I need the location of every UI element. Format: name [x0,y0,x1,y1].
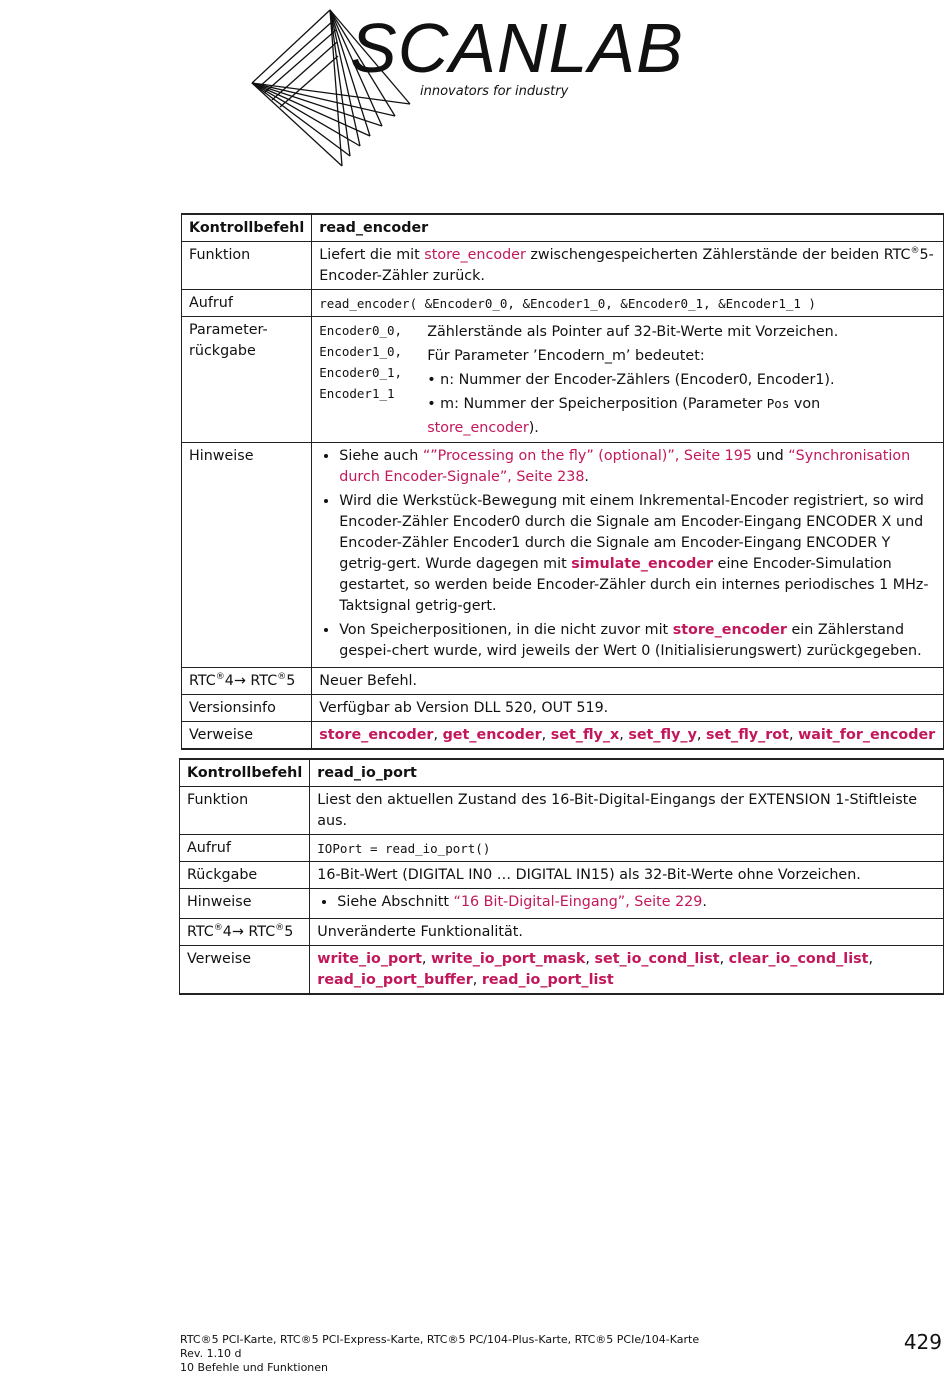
row-key: Rückgabe [180,862,310,889]
ref-link[interactable]: set_fly_rot [706,727,789,743]
ref-link[interactable]: set_fly_x [550,727,620,743]
command-name: read_encoder [312,214,944,242]
table-row [180,759,944,787]
ref-link[interactable]: clear_io_cond_list [728,951,869,967]
param-cell [312,317,944,443]
table-row [182,443,944,668]
function-text: Liest den aktuellen Zustand des 16-Bit-Digital-Eingangs der EXTENSION 1-Stiftleiste aus. [310,787,944,835]
table-row [180,919,944,946]
store-encoder-link[interactable]: store_encoder [427,420,529,436]
table-row [182,290,944,317]
param-names: Encoder0_0, Encoder1_0, Encoder0_1, Encoder1_1 [319,323,403,401]
row-key: Hinweise [180,889,310,919]
version-info: Verfügbar ab Version DLL 520, OUT 519. [312,695,944,722]
call-syntax: IOPort = read_io_port() [310,835,944,862]
store-encoder-link[interactable]: store_encoder [672,622,787,638]
table-row [180,889,944,919]
ref-link[interactable]: store_encoder [319,727,434,743]
processing-on-the-fly-link[interactable]: “”Processing on the fly” (optional)”, Seite 195 [422,448,752,464]
table-row [182,695,944,722]
function-text: Liefert die mit store_encoder zwischengespeicherten Zählerstände der beiden RTC®5-Encoder-Zähler zurück. [312,242,944,290]
command-name: read_io_port [310,759,944,787]
row-key: Funktion [182,242,312,290]
read-io-port-table [179,758,944,995]
hints-cell [312,443,944,668]
row-key: RTC®4→ RTC®5 [180,919,310,946]
row-key: Kontrollbefehl [180,759,310,787]
row-key: Hinweise [182,443,312,668]
store-encoder-link[interactable]: store_encoder [424,247,526,263]
page-number: 429 [903,1330,942,1354]
page-footer [180,1333,699,1375]
read-encoder-table [181,213,944,750]
table-row [180,835,944,862]
row-key: Aufruf [182,290,312,317]
logo-wordmark: SCANLAB [350,9,684,87]
row-key: Aufruf [180,835,310,862]
row-key: Verweise [180,946,310,995]
row-key: Verweise [182,722,312,750]
row-key: Funktion [180,787,310,835]
row-key: Kontrollbefehl [182,214,312,242]
table-row [180,787,944,835]
table-row [182,317,944,443]
ref-link[interactable]: get_encoder [442,727,542,743]
table-row [180,946,944,995]
footer-product-line: RTC®5 PCI-Karte, RTC®5 PCI-Express-Karte, RTC®5 PC/104-Plus-Karte, RTC®5 PCIe/104-Karte [180,1333,700,1346]
table-row [182,214,944,242]
ref-link[interactable]: read_io_port_buffer [317,972,473,988]
list-item: • Siehe auch “”Processing on the fly” (optional)”, Seite 195 und “Synchronisation durch Encoder-Signale”, Seite 238. [339,446,936,488]
call-syntax: read_encoder( &Encoder0_0, &Encoder1_0, &Encoder0_1, &Encoder1_1 ) [312,290,944,317]
synchronisation-link[interactable]: “Synchronisation durch Encoder-Signale”, Seite 238 [339,448,911,485]
table-row [180,862,944,889]
rtc-compat: Neuer Befehl. [312,668,944,695]
simulate-encoder-link[interactable]: simulate_encoder [571,556,714,572]
list-item: • Wird die Werkstück-Bewegung mit einem Inkremental-Encoder registriert, so wird Encoder-Zähler Encoder0 durch die Signale am Encoder-Eingang ENCODER X und Encoder-Zähler Encoder1 durch die Signale am Encoder-Eingang ENCODER Y getrig-gert. Wurde dagegen mit simulate_encoder eine Encoder-Simulation gestartet, so werden beide Encoder-Zähler durch ein internes periodisches 1 MHz-Taktsignal getrig-gert. [339,491,936,617]
rtc-compat: Unveränderte Funktionalität. [310,919,944,946]
ref-link[interactable]: read_io_port_list [481,972,614,988]
ref-link[interactable]: write_io_port_mask [431,951,586,967]
logo-tagline: innovators for industry [420,84,569,99]
list-item: • Siehe Abschnitt “16 Bit-Digital-Eingang”, Seite 229. [337,892,936,913]
digital-input-link[interactable]: “16 Bit-Digital-Eingang”, Seite 229 [453,894,703,910]
table-row [182,668,944,695]
row-key: Versionsinfo [182,695,312,722]
references: write_io_port, write_io_port_mask, set_io_cond_list, clear_io_cond_list, read_io_port_buffer, read_io_port_list [310,946,944,995]
return-value: 16-Bit-Wert (DIGITAL IN0 … DIGITAL IN15) als 32-Bit-Werte ohne Vorzeichen. [310,862,944,889]
param-description: Zählerstände als Pointer auf 32-Bit-Werte mit Vorzeichen. Für Parameter ’Encodern_m’ bedeutet: • n: Nummer der Encoder-Zählers (Encoder0, Encoder1). • m: Nummer der Speicherposition (Parameter Pos von store_encoder). [427,324,839,436]
scanlab-logo [250,8,710,168]
table-row [182,242,944,290]
row-key: Parameter-rückgabe [182,317,312,443]
ref-link[interactable]: write_io_port [317,951,422,967]
ref-link[interactable]: set_fly_y [628,727,697,743]
hints-cell [310,889,944,919]
footer-revision: Rev. 1.10 d [180,1347,242,1360]
row-key: RTC®4→ RTC®5 [182,668,312,695]
references: store_encoder, get_encoder, set_fly_x, set_fly_y, set_fly_rot, wait_for_encoder [312,722,944,750]
list-item: • Von Speicherpositionen, in die nicht zuvor mit store_encoder ein Zählerstand gespei-chert wurde, wird jeweils der Wert 0 (Initialisierungswert) zurückgegeben. [339,620,936,662]
footer-chapter: 10 Befehle und Funktionen [180,1361,329,1374]
table-row [182,722,944,750]
ref-link[interactable]: wait_for_encoder [798,727,936,743]
ref-link[interactable]: set_io_cond_list [594,951,720,967]
